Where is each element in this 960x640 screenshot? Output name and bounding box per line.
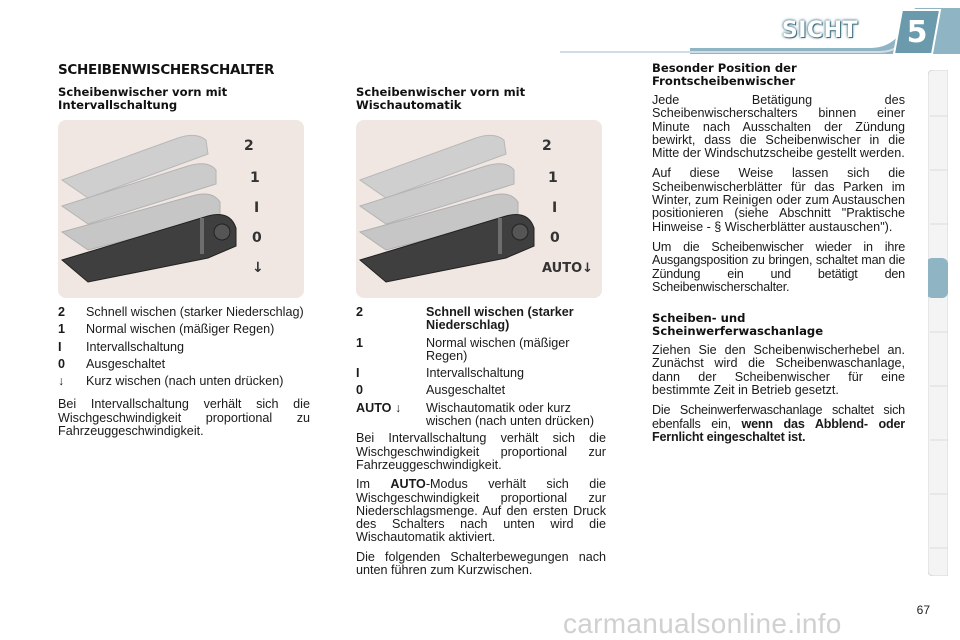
legend-text: Intervallschaltung [426,366,525,381]
paragraph [652,404,905,444]
legend-text: Schnell wischen (starker Niederschlag) [86,305,304,319]
legend-key: 1 [356,335,364,350]
legend-item [356,306,606,333]
legend-key: 1 [58,322,66,337]
auto-mode-label: AUTO [390,477,426,492]
legend-list [356,306,606,428]
paragraph: Um die Scheibenwischer wieder in ihre Ausgangsposition zu bringen, schaltet man die Zündung ein und betätigt den Scheibenwischerschalter. [652,239,905,294]
chapter-tabs [928,70,948,576]
figure-label-2: 2 [542,138,552,154]
paragraph: Bei Intervallschaltung verhält sich die Wischgeschwindigkeit proportional zur Fahrzeuggeschwindigkeit. [356,431,606,472]
figure-label-1: 1 [548,170,558,186]
paragraph: Bei Intervallschaltung verhält sich die Wischgeschwindigkeit proportional zu Fahrzeuggeschwindigkeit. [58,397,310,439]
section-heading: Scheiben- und Scheinwerferwaschanlage [652,311,824,338]
paragraph [356,478,606,544]
column-info [652,62,905,444]
active-chapter-tab [928,258,948,298]
page-number: 67 [916,603,930,617]
section-heading: Besonder Position der Frontscheibenwischer [652,61,797,88]
legend-item [356,367,606,380]
legend-text: Kurz wischen (nach unten drücken) [86,374,284,389]
figure-label-0: 0 [550,230,560,246]
paragraph-bold: wenn das Abblend- oder Fernlicht eingeschaltet ist. [652,416,905,444]
legend-key: 2 [356,305,364,319]
legend-item [58,323,310,336]
legend-text: Ausgeschaltet [86,356,166,371]
legend-key: I [58,339,62,354]
legend-text: Normal wischen (mäßiger Regen) [86,322,275,337]
wiper-stalk-figure [356,120,602,298]
legend-key: 2 [58,305,66,319]
legend-list [58,306,310,388]
legend-key: 0 [58,356,66,371]
watermark: carmanualsonline.info [563,608,842,639]
paragraph-lead: Im [356,477,391,492]
legend-key: 0 [356,383,364,398]
paragraph-rest: -Modus verhält sich die Wischgeschwindigkeit proportional zur Niederschlagsmenge. Auf den ersten Druck des Schalters nach unten wird die Wischautomatik aktiviert. [356,477,606,545]
legend-text: Intervallschaltung [86,339,185,354]
legend-item [58,341,310,354]
legend-item [356,402,606,429]
paragraph: Die folgenden Schalterbewegungen nach unten führen zum Kurzwischen. [356,549,606,578]
legend-text: Normal wischen (mäßiger Regen) [426,335,570,363]
figure-label-interval: I [254,200,260,216]
paragraph: Auf diese Weise lassen sich die Scheibenwischerblätter für das Parken im Winter, zum Reinigen oder zum Austauschen positionieren (siehe Abschnitt "Praktische Hinweise - § Wischerblätter austauschen"). [652,166,905,234]
column-heading: Scheibenwischer vorn mit Wischautomatik [356,85,526,112]
chapter-badge: 5 [906,14,928,50]
column-automatik [356,86,606,577]
paragraph: Jede Betätigung des Scheibenwischerschalters binnen einer Minute nach Ausschalten der Zündung bewirkt, dass die Scheibenwischer in die Mitte der Windschutzscheibe gestellt werden. [652,93,905,161]
legend-item [58,358,310,371]
column-heading: Scheibenwischer vorn mit Intervallschaltung [58,85,228,112]
page-title: SCHEIBENWISCHERSCHALTER [58,62,275,78]
figure-label-1: 1 [250,170,260,186]
legend-item [58,375,310,388]
legend-text: Wischautomatik oder kurz wischen (nach unten drücken) [426,400,595,429]
legend-text: Ausgeschaltet [426,383,506,398]
paragraph-lead: Die Scheinwerferwaschanlage schaltet sich ebenfalls ein, [652,403,905,431]
legend-key-auto: AUTO ↓ [356,400,402,415]
legend-item [356,384,606,397]
arrow-down-icon: ↓ [252,260,264,276]
figure-label-0: 0 [252,230,262,246]
arrow-down-icon: ↓ [58,374,65,389]
legend-item [356,337,606,364]
section-title: SICHT [781,18,858,43]
wiper-stalk-figure [58,120,304,298]
figure-label-2: 2 [244,138,254,154]
legend-text: Schnell wischen (starker Niederschlag) [426,305,574,333]
figure-label-interval: I [552,200,558,216]
paragraph: Ziehen Sie den Scheibenwischerhebel an. Zunächst wird die Scheibenwaschanlage, dann der Scheibenwischer für eine bestimmte Zeit in Betrieb gesetzt. [652,343,905,398]
legend-key: I [356,366,360,381]
legend-item [58,306,310,319]
figure-label-auto: AUTO↓ [542,261,594,276]
column-intervall [58,86,310,438]
